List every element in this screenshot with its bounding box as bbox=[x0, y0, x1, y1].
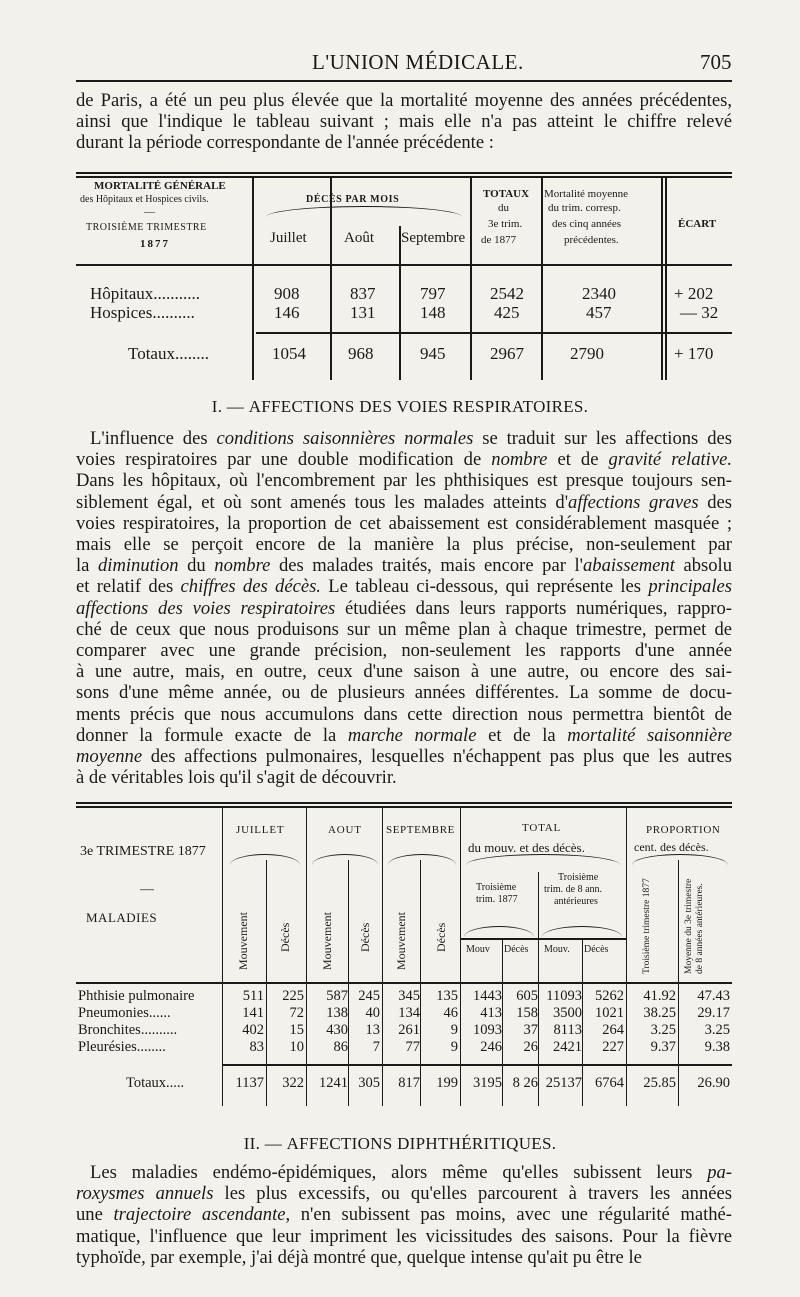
paragraph-line: siblement égal, et où sont amenés tous les malades atteints d'affections graves des bbox=[76, 491, 732, 513]
section-heading bbox=[0, 397, 800, 417]
paragraph-line: L'influence des conditions saisonnières normales se traduit sur les affections des bbox=[90, 428, 732, 449]
cell-value: 908 bbox=[274, 284, 300, 303]
cell-value: 141 bbox=[242, 1005, 264, 1021]
emphasis: pa- bbox=[707, 1162, 732, 1183]
running-header bbox=[0, 44, 800, 78]
cell-value: + 170 bbox=[674, 344, 714, 363]
cell-value: 797 bbox=[420, 284, 446, 303]
cell-value: 968 bbox=[348, 344, 374, 363]
cell-value: 131 bbox=[350, 303, 376, 322]
header-brace bbox=[388, 854, 456, 865]
table-caption: TROISIÈME TRIMESTRE bbox=[86, 222, 207, 233]
paragraph-line: voies respiratoires, la proportion de cet abaissement est considérablement masquée ; bbox=[76, 512, 732, 534]
header-brace bbox=[632, 854, 728, 865]
paragraph-line: à de véritables lois qu'il s'agit de découvrir. bbox=[76, 767, 397, 789]
column-header-proportion: PROPORTION bbox=[646, 824, 721, 836]
cell-value: 9.37 bbox=[650, 1039, 676, 1055]
cell-value: 2421 bbox=[553, 1039, 582, 1055]
table-rule bbox=[222, 1064, 732, 1066]
header-brace bbox=[266, 206, 462, 217]
paragraph-line: une trajectoire ascendante, n'en subissent pas moins, avec une régularité mathé- bbox=[76, 1204, 732, 1226]
column-header-mouv: Mouv. bbox=[544, 944, 570, 955]
cell-value: 86 bbox=[333, 1039, 348, 1055]
cell-value: 1021 bbox=[595, 1005, 624, 1021]
column-header-mouvement: Mouvement bbox=[236, 912, 250, 970]
cell-value: 7 bbox=[372, 1039, 380, 1055]
header-brace bbox=[230, 854, 300, 865]
column-header-month: SEPTEMBRE bbox=[386, 824, 455, 836]
cell-value: 83 bbox=[249, 1039, 264, 1055]
table-rule bbox=[661, 176, 663, 380]
cell-value: 10 bbox=[289, 1039, 304, 1055]
cell-value: 40 bbox=[365, 1005, 380, 1021]
body-paragraph bbox=[76, 1162, 732, 1268]
row-label: Pneumonies...... bbox=[78, 1005, 171, 1021]
cell-value: 9 bbox=[450, 1022, 458, 1038]
cell-value: 135 bbox=[436, 988, 458, 1004]
column-header-month: Août bbox=[344, 230, 374, 246]
paragraph-line: à une autre, mais, en outre, ceux d'une saison à une autre, ou encore des sai- bbox=[76, 661, 732, 683]
column-header-month: Septembre bbox=[401, 230, 466, 246]
header-brace bbox=[542, 926, 622, 937]
emphasis: moyenne bbox=[76, 746, 143, 768]
column-header-mortalite: précédentes. bbox=[564, 234, 619, 246]
paragraph-line: Les maladies endémo-épidémiques, alors même qu'elles subissent leurs pa- bbox=[90, 1162, 732, 1183]
cell-value: 138 bbox=[326, 1005, 348, 1021]
cell-value: 77 bbox=[405, 1039, 420, 1055]
cell-value: 46 bbox=[443, 1005, 458, 1021]
column-header-deces: Décès bbox=[504, 944, 529, 955]
column-header-deces: Décès bbox=[584, 944, 609, 955]
column-header-month: Juillet bbox=[270, 230, 307, 246]
cell-value: 25137 bbox=[545, 1075, 582, 1091]
header-rule bbox=[76, 80, 732, 82]
cell-value: 1093 bbox=[473, 1022, 502, 1038]
table-caption: 3e TRIMESTRE 1877 bbox=[80, 844, 206, 859]
column-header-mouv: Mouv bbox=[466, 944, 490, 955]
table-caption: MALADIES bbox=[86, 910, 158, 925]
cell-value: 264 bbox=[602, 1022, 624, 1038]
row-label: Hôpitaux........... bbox=[90, 284, 201, 303]
column-header-totaux: de 1877 bbox=[481, 234, 517, 246]
cell-value: 2967 bbox=[490, 344, 524, 363]
table-rule bbox=[678, 860, 679, 1106]
column-header-totaux: 3e trim. bbox=[488, 218, 523, 230]
row-label: Phthisie pulmonaire bbox=[78, 988, 195, 1004]
column-header-ecart: ÉCART bbox=[678, 218, 717, 230]
paragraph-line: roxysmes annuels les plus excessifs, ou qu'elles parcourent à travers les années bbox=[76, 1183, 732, 1205]
cell-value: 2790 bbox=[570, 344, 604, 363]
emphasis: affections graves bbox=[568, 491, 699, 513]
table-rule bbox=[538, 872, 539, 1106]
table-rule bbox=[541, 176, 543, 380]
table-rule bbox=[76, 806, 732, 808]
paragraph-line: affections des voies respiratoires étudiées dans leurs rapports numériques, rappro- bbox=[76, 597, 732, 619]
column-header-prop-1877: Troisième trimestre 1877 bbox=[642, 878, 652, 974]
cell-value: 587 bbox=[326, 988, 348, 1004]
emphasis: affections des voies respiratoires bbox=[76, 597, 336, 619]
emphasis: diminution bbox=[97, 555, 179, 577]
cell-value: 1241 bbox=[319, 1075, 348, 1091]
cell-value: 26 bbox=[523, 1039, 538, 1055]
table-caption: MORTALITÉ GÉNÉRALE bbox=[94, 180, 226, 192]
cell-value: 72 bbox=[289, 1005, 304, 1021]
cell-value: 1137 bbox=[235, 1075, 264, 1091]
cell-value: 25.85 bbox=[643, 1075, 676, 1091]
cell-value: 38.25 bbox=[643, 1005, 676, 1021]
section-title: AFFECTIONS DES VOIES RESPIRATOIRES. bbox=[248, 397, 589, 416]
intro-line: ainsi que l'indique le tableau suivant ; mais elle n'a pas atteint le chiffre relevé bbox=[76, 111, 732, 133]
table-rule bbox=[582, 938, 583, 1106]
column-header-trim8: trim. de 8 ann. bbox=[544, 884, 603, 895]
cell-value: 322 bbox=[282, 1075, 304, 1091]
cell-value: 245 bbox=[358, 988, 380, 1004]
header-brace bbox=[464, 926, 534, 937]
cell-value: 158 bbox=[516, 1005, 538, 1021]
paragraph-line: mais elle se perçoit encore de la manière la plus précise, non-seulement par bbox=[76, 534, 732, 556]
cell-value: 430 bbox=[326, 1022, 348, 1038]
cell-value: 345 bbox=[398, 988, 420, 1004]
header-brace bbox=[312, 854, 378, 865]
section-numeral: II. — bbox=[243, 1134, 283, 1153]
column-header-month: JUILLET bbox=[236, 824, 285, 836]
cell-value: 3.25 bbox=[650, 1022, 676, 1038]
column-header-deces: Décès bbox=[434, 922, 448, 952]
cell-value: — 32 bbox=[680, 303, 719, 322]
cell-value: 511 bbox=[242, 988, 264, 1004]
column-header-mortalite: du trim. corresp. bbox=[548, 202, 621, 214]
table-rule bbox=[76, 176, 732, 178]
cell-value: 41.92 bbox=[643, 988, 676, 1004]
table-rule bbox=[306, 806, 307, 1106]
cell-value: 13 bbox=[365, 1022, 380, 1038]
emphasis: gravité relative. bbox=[608, 449, 732, 471]
table-rule bbox=[222, 806, 223, 1106]
paragraph-line: Dans les hôpitaux, où l'encombrement par les phthisiques est presque toujours sen- bbox=[76, 470, 732, 492]
table-rule bbox=[502, 938, 503, 1106]
table-caption: — bbox=[140, 882, 154, 897]
section-title: AFFECTIONS DIPHTHÉRITIQUES. bbox=[286, 1134, 557, 1153]
cell-value: 817 bbox=[398, 1075, 420, 1091]
table-rule bbox=[626, 806, 627, 1106]
cell-value: 29.17 bbox=[697, 1005, 730, 1021]
column-header-deces: Décès bbox=[278, 922, 292, 952]
cell-value: 146 bbox=[274, 303, 300, 322]
journal-title: L'UNION MÉDICALE. bbox=[312, 50, 524, 74]
cell-value: 945 bbox=[420, 344, 446, 363]
column-header-trim8: Troisième bbox=[558, 872, 599, 883]
column-header-proportion: cent. des décès. bbox=[634, 840, 709, 854]
cell-value: 134 bbox=[398, 1005, 420, 1021]
cell-value: 457 bbox=[586, 303, 612, 322]
emphasis: principales bbox=[648, 576, 732, 598]
emphasis: conditions saisonnières normales bbox=[216, 428, 474, 449]
intro-paragraph bbox=[76, 90, 732, 154]
section-heading bbox=[0, 1134, 800, 1154]
paragraph-line: matique, l'influence que leur impriment les vicissitudes des saisons. Pour la fièvre bbox=[76, 1225, 732, 1247]
column-header-totaux: du bbox=[498, 202, 509, 214]
body-paragraph bbox=[76, 428, 732, 788]
table-rule bbox=[252, 176, 254, 380]
cell-value: 246 bbox=[480, 1039, 502, 1055]
column-header-mouvement: Mouvement bbox=[320, 912, 334, 970]
cell-value: 227 bbox=[602, 1039, 624, 1055]
table-caption: 1877 bbox=[140, 238, 170, 250]
column-header-prop-avg: Moyenne du 3e trimestre de 8 années antérieures. bbox=[684, 878, 705, 974]
table-rule bbox=[382, 806, 383, 1106]
paragraph-line: typhoïde, par exemple, j'ai déjà montré que, quelque intense qu'ait pu être le bbox=[76, 1246, 642, 1268]
column-header-mortalite: des cinq années bbox=[552, 218, 622, 230]
column-header-trim8: antérieures bbox=[554, 896, 598, 907]
cell-value: 225 bbox=[282, 988, 304, 1004]
row-label: Bronchites.......... bbox=[78, 1022, 178, 1038]
paragraph-line: donner la formule exacte de la marche normale et de la mortalité saisonnière bbox=[76, 724, 732, 746]
row-label: Pleurésies........ bbox=[78, 1039, 166, 1055]
row-label: Totaux..... bbox=[126, 1075, 185, 1091]
column-header-trim: trim. 1877 bbox=[476, 894, 518, 905]
page-number: 705 bbox=[700, 50, 732, 74]
table-rule bbox=[665, 176, 667, 380]
cell-value: 15 bbox=[289, 1022, 304, 1038]
cell-value: 1054 bbox=[272, 344, 306, 363]
emphasis: nombre bbox=[214, 555, 271, 577]
cell-value: 11093 bbox=[546, 988, 582, 1004]
table-rule bbox=[420, 860, 421, 1106]
paragraph-line: et relatif des chiffres des décès. Le tableau ci-dessous, qui représente les principales bbox=[76, 576, 732, 598]
cell-value: 9 bbox=[450, 1039, 458, 1055]
cell-value: 425 bbox=[494, 303, 520, 322]
cell-value: + 202 bbox=[674, 284, 714, 303]
paragraph-line: la diminution du nombre des malades traités, mais encore par l'abaissement absolu bbox=[76, 555, 732, 577]
cell-value: 37 bbox=[523, 1022, 538, 1038]
table-rule bbox=[348, 860, 349, 1106]
cell-value: 2340 bbox=[582, 284, 616, 303]
column-header-total: TOTAL bbox=[522, 822, 561, 834]
table-rule bbox=[460, 938, 626, 940]
paragraph-line: sons d'une même année, ou de plusieurs années différentes. La somme de docu- bbox=[76, 682, 732, 704]
cell-value: 26.90 bbox=[697, 1075, 730, 1091]
cell-value: 3500 bbox=[553, 1005, 582, 1021]
emphasis: abaissement bbox=[582, 555, 675, 577]
cell-value: 9.38 bbox=[704, 1039, 730, 1055]
cell-value: 6764 bbox=[595, 1075, 624, 1091]
row-label: Totaux........ bbox=[128, 344, 209, 363]
cell-value: 837 bbox=[350, 284, 376, 303]
table-rule bbox=[76, 982, 732, 984]
paragraph-line: ché de ceux que nous produisons sur un même plan à chaque trimestre, permet de bbox=[76, 618, 732, 640]
column-header-mortalite: Mortalité moyenne bbox=[544, 188, 629, 200]
table-rule bbox=[76, 264, 732, 266]
emphasis: trajectoire ascendante bbox=[113, 1204, 286, 1226]
intro-line: de Paris, a été un peu plus élevée que la mortalité moyenne des années précédentes, bbox=[76, 90, 732, 111]
cell-value: 8113 bbox=[553, 1022, 582, 1038]
respiratory-table bbox=[76, 802, 732, 1106]
column-header-totaux: TOTAUX bbox=[483, 188, 530, 200]
cell-value: 5262 bbox=[595, 988, 624, 1004]
emphasis: roxysmes annuels bbox=[76, 1183, 214, 1205]
column-header-mouvement: Mouvement bbox=[394, 912, 408, 970]
cell-value: 2542 bbox=[490, 284, 524, 303]
section-numeral: I. — bbox=[211, 397, 245, 416]
cell-value: 261 bbox=[398, 1022, 420, 1038]
table-caption: des Hôpitaux et Hospices civils. bbox=[80, 194, 209, 205]
column-header-month: AOUT bbox=[328, 824, 362, 836]
emphasis: nombre bbox=[491, 449, 548, 471]
cell-value: 8 26 bbox=[512, 1075, 538, 1091]
column-header-total: du mouv. et des décès. bbox=[468, 840, 585, 855]
cell-value: 1443 bbox=[473, 988, 502, 1004]
table-caption: — bbox=[144, 206, 155, 218]
paragraph-line: comparer avec une grande précision, non-seulement les rapports d'une année bbox=[76, 640, 732, 662]
column-header-deces: Décès bbox=[358, 922, 372, 952]
column-header-trim: Troisième bbox=[476, 882, 517, 893]
intro-line: durant la période correspondante de l'année précédente : bbox=[76, 132, 494, 154]
paragraph-line: ments précis que nous accumulons dans cette direction nous permettra bientôt de bbox=[76, 703, 732, 725]
cell-value: 605 bbox=[516, 988, 538, 1004]
paragraph-line: voies respiratoires par une double modification de nombre et de gravité relative. bbox=[76, 449, 732, 471]
table-rule bbox=[76, 172, 732, 174]
table-rule bbox=[76, 802, 732, 804]
cell-value: 413 bbox=[480, 1005, 502, 1021]
cell-value: 47.43 bbox=[697, 988, 730, 1004]
cell-value: 3.25 bbox=[704, 1022, 730, 1038]
table-rule bbox=[399, 226, 401, 380]
table-rule bbox=[266, 860, 267, 1106]
table-rule bbox=[470, 176, 472, 380]
emphasis: chiffres des décès. bbox=[180, 576, 321, 598]
paragraph-line: moyenne des affections pulmonaires, lesquelles n'échappent pas plus que les autres bbox=[76, 746, 732, 768]
row-label: Hospices.......... bbox=[90, 303, 195, 322]
table-rule bbox=[460, 806, 461, 1106]
emphasis: marche normale bbox=[347, 724, 477, 746]
cell-value: 402 bbox=[242, 1022, 264, 1038]
cell-value: 305 bbox=[358, 1075, 380, 1091]
emphasis: mortalité saisonnière bbox=[567, 724, 732, 746]
cell-value: 199 bbox=[436, 1075, 458, 1091]
column-header-deces: DÉCÈS PAR MOIS bbox=[306, 194, 400, 205]
cell-value: 148 bbox=[420, 303, 446, 322]
mortality-table bbox=[76, 172, 732, 380]
cell-value: 3195 bbox=[473, 1075, 502, 1091]
